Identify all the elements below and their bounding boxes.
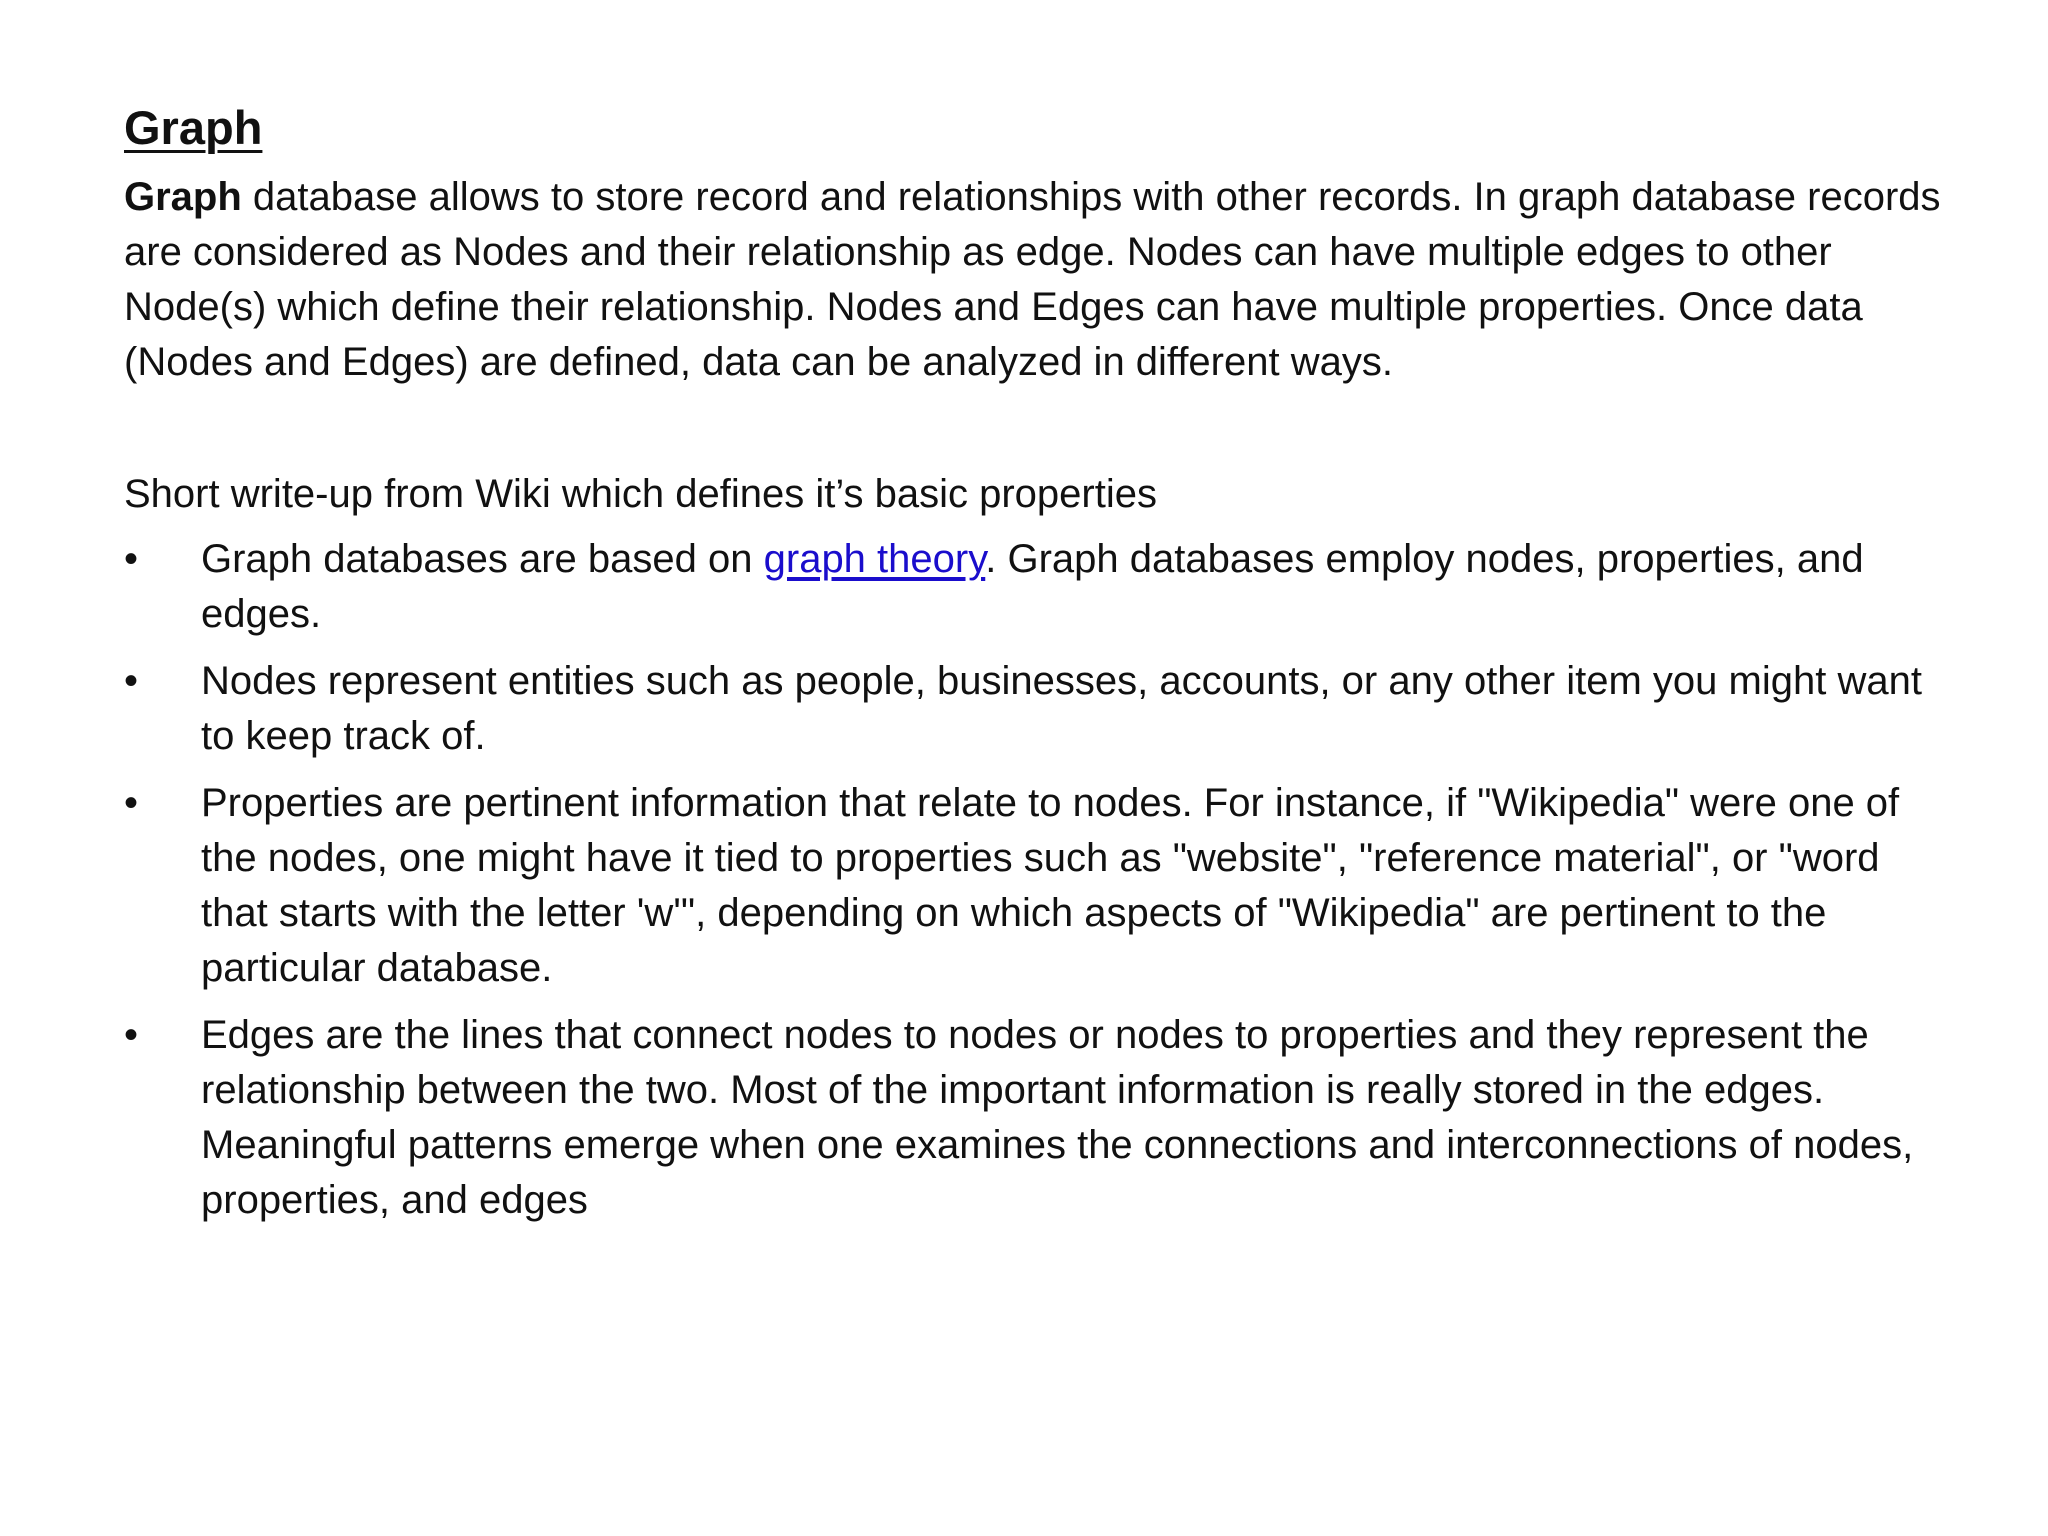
bullet-text: Properties are pertinent information that relate to nodes. For instance, if "Wikipedia" were one of the nodes, one might have it tied to properties such as "website", "reference material", or "word that starts with the letter 'w'", depending on which aspects of "Wikipedia" are pertinent to the particular database. (201, 781, 1900, 990)
bullet-icon: • (124, 1013, 139, 1057)
list-item (124, 1008, 1954, 1228)
page-title: Graph (124, 101, 263, 154)
bullet-list (124, 532, 1954, 1228)
graph-theory-link[interactable]: graph theory (763, 537, 986, 581)
bullet-text: Edges are the lines that connect nodes to nodes or nodes to properties and they represent the relationship between the two. Most of the important information is really stored in the edges. Meaningful patterns emerge when one examines the connections and interconnections of nodes, properties, and edges (201, 1013, 1914, 1222)
slide-content (124, 100, 1954, 1240)
bullet-text-before-link: Graph databases are based on (201, 537, 764, 581)
intro-text: database allows to store record and relationships with other records. In graph database records are considered as Nodes and their relationship as edge. Nodes can have multiple edges to other Node(s) which define their relationship. Nodes and Edges can have multiple properties. Once data (Nodes and Edges) are defined, data can be analyzed in different ways. (124, 175, 1941, 384)
intro-paragraph (124, 170, 1954, 390)
intro-bold-lead: Graph (124, 175, 242, 219)
bullet-icon: • (124, 781, 139, 825)
list-item (124, 654, 1954, 764)
list-item (124, 776, 1954, 996)
writeup-label: Short write-up from Wiki which defines it’s basic properties (124, 472, 1157, 516)
bullet-text-after-link: . Graph databases employ nodes, properties, and edges. (201, 537, 1864, 636)
bullet-icon: • (124, 659, 139, 703)
list-item (124, 532, 1954, 642)
bullet-icon: • (124, 537, 139, 581)
bullet-text: Nodes represent entities such as people, businesses, accounts, or any other item you might want to keep track of. (201, 659, 1922, 758)
